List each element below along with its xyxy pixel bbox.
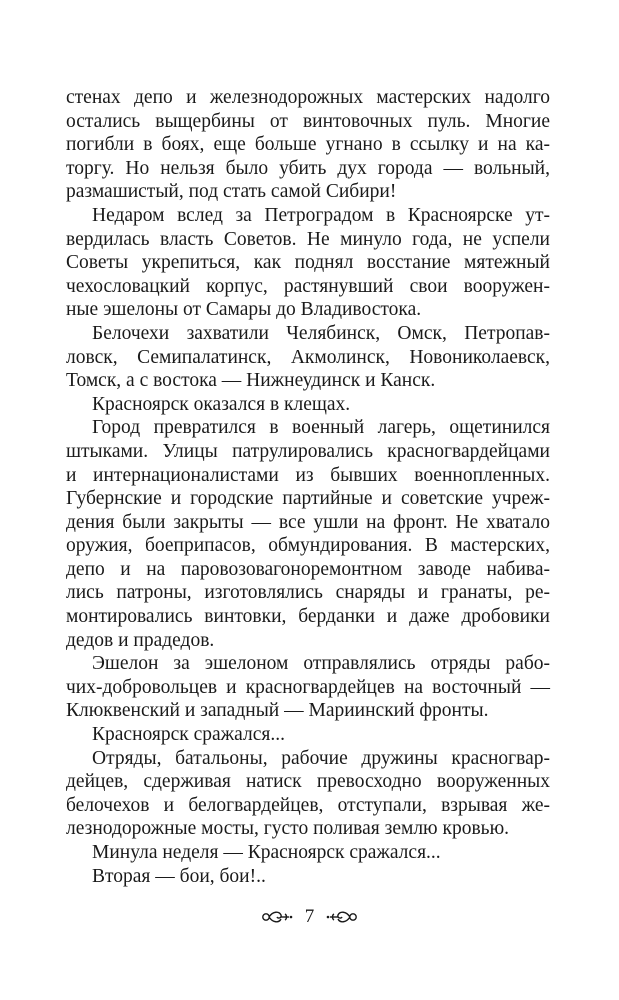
text-line: чих-добровольцев и красногвардейцев на восточный — [66, 676, 550, 698]
text-line: чехословацкий корпус, растянувший свои вооружен- [66, 275, 550, 297]
text-line: дения были закрыты — все ушли на фронт. Не хватало [66, 511, 550, 533]
text-line: остались выщербины от винтовочных пуль. Многие [66, 110, 550, 132]
fleuron-right-icon [326, 907, 360, 927]
text-line: Недаром вслед за Петроградом в Красноярске ут- [92, 204, 550, 226]
text-line: Губернские и городские партийные и советские учреж- [66, 488, 550, 510]
text-line: штыками. Улицы патрулировались красногвардейцами [66, 440, 550, 462]
text-line: Город превратился в военный лагерь, ощетинился [92, 417, 550, 439]
text-line: ловск, Семипалатинск, Акмолинск, Новониколаевск, [66, 346, 550, 368]
fleuron-left-icon [259, 907, 293, 927]
text-line: дедов и прадедов. [66, 629, 215, 651]
text-line: лезнодорожные мосты, густо поливая землю кровью. [66, 818, 510, 840]
text-line: вердилась власть Советов. Не минуло года, не успели [66, 228, 550, 250]
page-body-text [66, 86, 550, 888]
text-line: и интернационалистами из бывших военнопленных. [66, 464, 550, 486]
text-line: депо и на паровозовагоноремонтном заводе набива- [66, 558, 550, 580]
page-number: 7 [304, 906, 315, 927]
text-line: стенах депо и железнодорожных мастерских надолго [66, 87, 550, 108]
text-line: лись патроны, изготовлялись снаряды и гранаты, ре- [66, 582, 550, 604]
text-line: Минула неделя — Красноярск сражался... [92, 842, 441, 863]
text-line: Вторая — бои, бои!.. [92, 865, 266, 887]
text-line: Томск, а с востока — Нижнеудинск и Канск. [66, 370, 436, 392]
text-line: Красноярск сражался... [92, 724, 285, 746]
text-line: оружия, боеприпасов, обмундирования. В мастерских, [66, 535, 550, 557]
text-line: торгу. Но нельзя было убить дух города — вольный, [66, 157, 550, 179]
text-line: Белочехи захватили Челябинск, Омск, Петропав- [92, 322, 550, 344]
page-footer [0, 905, 619, 929]
text-line: дейцев, сдерживая натиск превосходно вооруженных [66, 771, 550, 793]
text-line: погибли в боях, еще больше угнано в ссылку и на ка- [66, 134, 550, 156]
text-line: Советы укрепиться, как поднял восстание мятежный [66, 252, 550, 274]
text-line: Эшелон за эшелоном отправлялись отряды рабо- [92, 653, 550, 675]
text-line: Красноярск оказался в клещах. [92, 393, 351, 415]
text-line: размашистый, под стать самой Сибири! [66, 181, 397, 203]
text-line: Отряды, батальоны, рабочие дружины красногвар- [92, 747, 550, 769]
text-line: монтировались винтовки, берданки и даже дробовики [66, 606, 550, 628]
text-line: ные эшелоны от Самары до Владивостока. [66, 299, 422, 321]
text-line: белочехов и белогвардейцев, отступали, взрывая же- [66, 794, 550, 816]
text-line: Клюквенский и западный — Мариинский фронты. [66, 700, 489, 722]
